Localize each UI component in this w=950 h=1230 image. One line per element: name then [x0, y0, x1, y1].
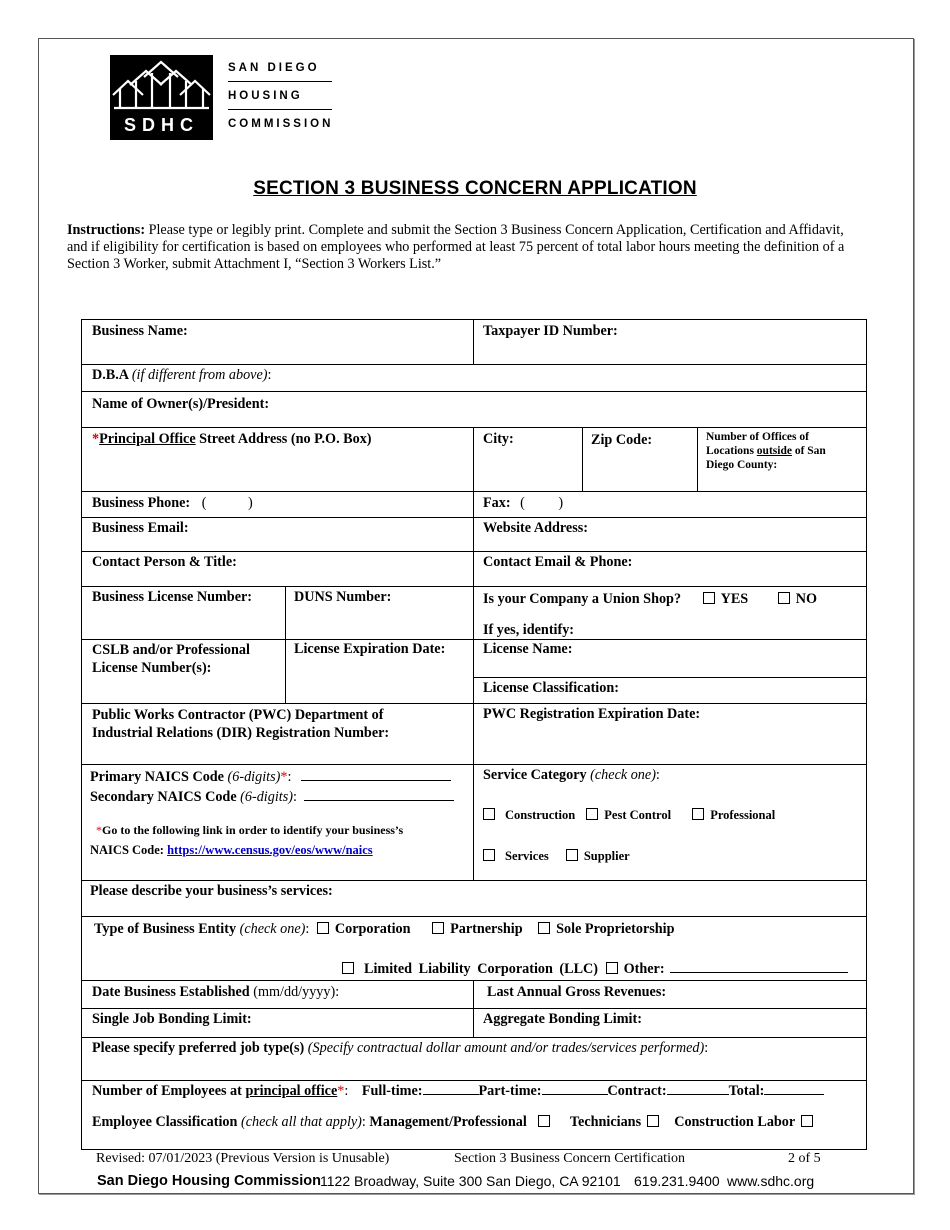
employee-classification-row [92, 1113, 819, 1131]
logo-rule [228, 109, 332, 110]
six-digits-note: (6-digits) [240, 789, 293, 805]
zip-code-label: Zip Code: [591, 432, 653, 448]
describe-services-label: Please describe your business’s services: [90, 883, 333, 899]
six-digits-note: (6-digits) [227, 769, 281, 785]
ent-corporation-checkbox[interactable] [317, 922, 329, 934]
svc-supplier-checkbox[interactable] [566, 849, 578, 861]
job-types-note: (Specify contractual dollar amount and/or trades/services performed) [307, 1040, 705, 1056]
offices-outside-label [706, 430, 856, 472]
contact-email-label: Contact Email & Phone: [483, 554, 633, 570]
logo-rule [228, 81, 332, 82]
svc-professional-label: Professional [710, 808, 776, 822]
aggregate-bonding-label: Aggregate Bonding Limit: [483, 1011, 642, 1027]
row-divider [82, 980, 866, 981]
row-divider [82, 391, 866, 392]
houses-icon [110, 55, 213, 115]
offices-text-pre: Number of Offices of Locations [706, 431, 809, 457]
primary-naics-text: Primary NAICS Code [90, 769, 224, 785]
owner-label: Name of Owner(s)/President: [92, 396, 270, 412]
row-divider [82, 1008, 866, 1009]
row-divider [82, 1037, 866, 1038]
fax-text: Fax: [483, 495, 511, 511]
colon: : [344, 1083, 349, 1099]
col-divider [582, 427, 583, 491]
logo-wordmark [228, 59, 338, 143]
paren-close: ) [247, 495, 253, 511]
if-yes-label: If yes, identify: [483, 622, 575, 638]
job-types-text: Please specify preferred job type(s) [92, 1040, 305, 1056]
svc-professional-checkbox[interactable] [692, 808, 704, 820]
row-divider [82, 639, 866, 640]
row-divider [82, 364, 866, 365]
pwc-expiration-label: PWC Registration Expiration Date: [483, 706, 701, 722]
row-divider [473, 677, 866, 678]
application-form [81, 319, 867, 1150]
contract-label: Contract: [607, 1083, 667, 1099]
technicians-checkbox[interactable] [647, 1115, 659, 1127]
footer-org: San Diego Housing Commission [97, 1173, 321, 1189]
taxpayer-id-label: Taxpayer ID Number: [483, 323, 618, 339]
svc-construction-label: Construction [505, 808, 576, 822]
col-divider [697, 427, 698, 491]
date-established-text: Date Business Established [92, 984, 250, 1000]
fax-label [483, 494, 563, 512]
footer-address: 1122 Broadway, Suite 300 San Diego, CA 92101 [320, 1173, 621, 1189]
ent-partnership-checkbox[interactable] [432, 922, 444, 934]
ent-sole-checkbox[interactable] [538, 922, 550, 934]
required-asterisk: * [337, 1083, 345, 1099]
paren-open: ( [520, 495, 525, 511]
row-divider [82, 517, 866, 518]
colon: : [267, 367, 272, 383]
job-types-label [92, 1039, 708, 1057]
parttime-label: Part-time: [478, 1083, 542, 1099]
ent-other-label: Other: [623, 961, 665, 977]
contact-person-label: Contact Person & Title: [92, 554, 237, 570]
ent-other-checkbox[interactable] [606, 962, 618, 974]
svc-services-label: Services [505, 849, 549, 863]
license-expiration-label: License Expiration Date: [294, 641, 446, 657]
date-established-label [92, 983, 339, 1001]
union-shop-text: Is your Company a Union Shop? [483, 591, 682, 607]
footer-page-number: 2 of 5 [788, 1151, 821, 1166]
footer-website[interactable]: www.sdhc.org [727, 1173, 815, 1189]
gross-revenues-label: Last Annual Gross Revenues: [487, 984, 667, 1000]
ent-llc-checkbox[interactable] [342, 962, 354, 974]
svc-pest-label: Pest Control [604, 808, 672, 822]
employees-row [92, 1080, 824, 1100]
check-one-note: (check one) [590, 767, 656, 783]
mgmt-checkbox[interactable] [538, 1115, 550, 1127]
row-divider [82, 764, 866, 765]
total-label: Total: [728, 1083, 765, 1099]
instructions-text: Please type or legibly print. Complete and submit the Section 3 Business Concern Application, Certification and Affidavit, and if eligibility for certification is based on employees who performed at least 75 percent of total labor hours meeting the definition of a Section 3 Worker, submit Attachment I, “Section 3 Workers List.” [67, 222, 845, 272]
ent-other-field[interactable] [670, 958, 848, 973]
business-phone-text: Business Phone: [92, 495, 191, 511]
col-divider [473, 320, 474, 364]
principal-office-label [92, 430, 372, 448]
construction-labor-label: Construction Labor [674, 1114, 795, 1130]
required-asterisk: * [96, 823, 102, 837]
svc-construction-checkbox[interactable] [483, 808, 495, 820]
union-shop-question [483, 590, 817, 608]
technicians-label: Technicians [569, 1114, 642, 1130]
col-divider [285, 586, 286, 703]
fulltime-field[interactable] [423, 1080, 479, 1095]
business-name-label: Business Name: [92, 323, 188, 339]
primary-naics-field[interactable] [301, 766, 451, 781]
primary-naics-label [90, 766, 451, 786]
row-divider [82, 491, 866, 492]
principal-office-text: Principal Office [99, 431, 196, 447]
instructions-label: Instructions: [67, 222, 146, 238]
duns-label: DUNS Number: [294, 589, 392, 605]
employees-text: Number of Employees at [92, 1083, 242, 1099]
street-address-text: Street Address (no P.O. Box) [199, 431, 372, 447]
dba-label [92, 366, 271, 384]
entity-type-row-2 [342, 958, 848, 978]
union-no-label: NO [795, 591, 818, 607]
required-asterisk: * [280, 769, 288, 785]
col-divider [473, 427, 474, 764]
row-divider [82, 916, 866, 917]
business-email-label: Business Email: [92, 520, 189, 536]
emp-class-text: Employee Classification [92, 1114, 238, 1130]
license-classification-label: License Classification: [483, 680, 619, 696]
colon: : [361, 1114, 366, 1130]
service-options-row-2 [483, 847, 630, 865]
naics-code-link-row [90, 841, 373, 859]
footer-phone: 619.231.9400 [634, 1173, 720, 1189]
business-phone-label [92, 494, 253, 512]
total-field[interactable] [764, 1080, 824, 1095]
colon: : [287, 769, 292, 785]
svc-pest-checkbox[interactable] [586, 808, 598, 820]
logo-line-3: COMMISSION [228, 118, 334, 130]
row-divider [82, 427, 866, 428]
date-format-note: (mm/dd/yyyy): [253, 984, 340, 1000]
entity-type-row [94, 920, 675, 938]
naics-link[interactable]: https://www.census.gov/eos/www/naics [167, 843, 373, 857]
col-divider [473, 980, 474, 1037]
paren-open: ( [201, 495, 207, 511]
ent-partnership-label: Partnership [450, 921, 523, 937]
entity-type-text: Type of Business Entity [94, 921, 237, 937]
ent-llc-label: Limited Liability Corporation (LLC) [364, 961, 599, 977]
union-no-checkbox[interactable] [778, 592, 790, 604]
secondary-naics-text: Secondary NAICS Code [90, 789, 237, 805]
colon: : [704, 1040, 709, 1056]
license-name-label: License Name: [483, 641, 573, 657]
dba-note: (if different from above) [131, 367, 268, 383]
row-divider [82, 586, 866, 587]
parttime-field[interactable] [542, 1080, 608, 1095]
logo-line-1: SAN DIEGO [228, 62, 320, 74]
contract-field[interactable] [667, 1080, 729, 1095]
secondary-naics-field[interactable] [304, 786, 454, 801]
colon: : [292, 789, 297, 805]
footer-revised: Revised: 07/01/2023 (Previous Version is Unusable) [96, 1151, 390, 1166]
ent-corporation-label: Corporation [334, 921, 411, 937]
instructions [67, 222, 867, 273]
colon: : [305, 921, 310, 937]
logo-line-2: HOUSING [228, 90, 303, 102]
service-category-text: Service Category [483, 767, 587, 783]
city-label: City: [483, 431, 514, 447]
offices-text-post: of San Diego County: [706, 445, 826, 471]
svc-services-checkbox[interactable] [483, 849, 495, 861]
single-bonding-label: Single Job Bonding Limit: [92, 1011, 252, 1027]
check-all-note: (check all that apply) [240, 1114, 362, 1130]
website-label: Website Address: [483, 520, 588, 536]
naics-note-text: Go to the following link in order to identify your business’s [102, 823, 404, 837]
logo-letters: SDHC [123, 115, 199, 135]
cslb-label: CSLB and/or Professional License Number(s): [92, 642, 250, 676]
required-asterisk: * [92, 431, 100, 447]
ent-sole-label: Sole Proprietorship [556, 921, 675, 937]
dba-text: D.B.A [92, 367, 129, 383]
row-divider [82, 880, 866, 881]
service-options-row-1 [483, 806, 775, 824]
pwc-dir-label: Public Works Contractor (PWC) Department of Industrial Relations (DIR) Registration Number: [92, 707, 390, 741]
logo-mark [110, 55, 213, 140]
union-yes-checkbox[interactable] [703, 592, 715, 604]
mgmt-label: Management/Professional [369, 1114, 527, 1130]
svc-supplier-label: Supplier [583, 849, 630, 863]
business-license-label: Business License Number: [92, 589, 253, 605]
secondary-naics-label [90, 786, 454, 806]
footer-form-name: Section 3 Business Concern Certification [454, 1151, 685, 1166]
construction-labor-checkbox[interactable] [801, 1115, 813, 1127]
check-one-note: (check one) [239, 921, 306, 937]
fulltime-label: Full-time: [361, 1083, 423, 1099]
naics-note [96, 823, 403, 837]
service-category-label [483, 766, 660, 784]
row-divider [82, 551, 866, 552]
employees-office-text: principal office [245, 1083, 338, 1099]
naics-code-label: NAICS Code: [90, 843, 164, 857]
row-divider [82, 703, 866, 704]
union-yes-label: YES [720, 591, 749, 607]
col-divider [473, 764, 474, 880]
colon: : [655, 767, 660, 783]
paren-close: ) [558, 495, 564, 511]
page-title: SECTION 3 BUSINESS CONCERN APPLICATION [253, 178, 697, 199]
offices-text-outside: outside [756, 445, 792, 457]
